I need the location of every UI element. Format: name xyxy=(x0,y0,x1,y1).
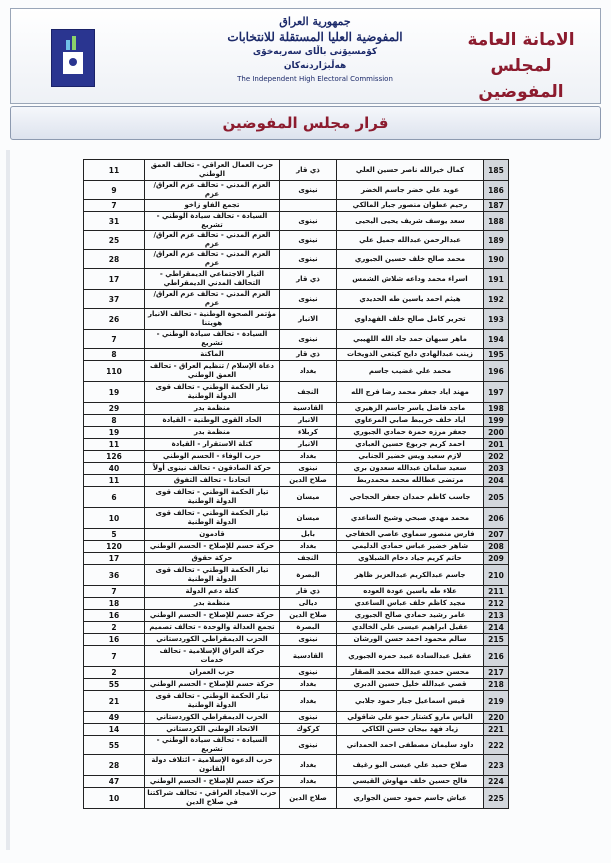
party-name: تيار الحكمة الوطني - تحالف قوى الدولة الوطنية xyxy=(145,508,280,529)
table-row xyxy=(84,200,509,212)
province: نينوى xyxy=(280,212,337,231)
party-name: حركة حسم للإصلاح - الحسم الوطني xyxy=(145,776,280,788)
row-number: 198 xyxy=(484,403,509,415)
row-number: 201 xyxy=(484,439,509,451)
candidate-name: داود سليمان مصطفى احمد الحمداني xyxy=(337,736,484,755)
table-row xyxy=(84,160,509,181)
table-row xyxy=(84,309,509,330)
row-number: 221 xyxy=(484,724,509,736)
party-name: تجمع العدالة والوحدة - تحالف تصميم xyxy=(145,622,280,634)
vote-count: 18 xyxy=(84,598,145,610)
table-row xyxy=(84,541,509,553)
table-row xyxy=(84,269,509,290)
candidate-name: محمد علي غضيب جاسم xyxy=(337,361,484,382)
row-number: 191 xyxy=(484,269,509,290)
table-row xyxy=(84,382,509,403)
province: نينوى xyxy=(280,634,337,646)
vote-count: 29 xyxy=(84,403,145,415)
table-row xyxy=(84,529,509,541)
province: نينوى xyxy=(280,330,337,349)
table-row xyxy=(84,475,509,487)
row-number: 187 xyxy=(484,200,509,212)
province: ميسان xyxy=(280,487,337,508)
vote-count: 49 xyxy=(84,712,145,724)
party-name: حزب الامجاد العراقي - تحالف شراكتنا في صلاح الدين xyxy=(145,788,280,809)
table-row xyxy=(84,415,509,427)
province: نينوى xyxy=(280,667,337,679)
province: نينوى xyxy=(280,231,337,250)
table-row xyxy=(84,776,509,788)
candidate-name: ماجد فاضل ياسر جاسم الزهيري xyxy=(337,403,484,415)
party-name: كتلة الاستقرار - القيادة xyxy=(145,439,280,451)
vote-count: 31 xyxy=(84,212,145,231)
table-row xyxy=(84,451,509,463)
province: نينوى xyxy=(280,250,337,269)
province: البصرة xyxy=(280,565,337,586)
vote-count: 21 xyxy=(84,691,145,712)
candidate-name: زياد فهد بيجان حسن الكاكي xyxy=(337,724,484,736)
candidates-table-wrap xyxy=(83,159,507,809)
table-row xyxy=(84,598,509,610)
party-name: السيادة - تحالف سيادة الوطني - تشريع xyxy=(145,212,280,231)
table-row xyxy=(84,463,509,475)
row-number: 222 xyxy=(484,736,509,755)
table-row xyxy=(84,679,509,691)
row-number: 224 xyxy=(484,776,509,788)
candidate-name: شاهر خضير عباس حمادي الدليمي xyxy=(337,541,484,553)
vote-count: 26 xyxy=(84,309,145,330)
province: ذي قار xyxy=(280,586,337,598)
row-number: 185 xyxy=(484,160,509,181)
party-name: منظمة بدر xyxy=(145,427,280,439)
table-row xyxy=(84,586,509,598)
province: صلاح الدين xyxy=(280,788,337,809)
province: كربلاء xyxy=(280,427,337,439)
candidate-name: حاتم كريم جياد دخام الشبلاوي xyxy=(337,553,484,565)
row-number: 219 xyxy=(484,691,509,712)
province: نينوى xyxy=(280,181,337,200)
row-number: 223 xyxy=(484,755,509,776)
vote-count: 55 xyxy=(84,679,145,691)
row-number: 190 xyxy=(484,250,509,269)
vote-count: 7 xyxy=(84,330,145,349)
candidate-name: زينب عبدالهادي دايخ كيتعي الذويخات xyxy=(337,349,484,361)
vote-count: 7 xyxy=(84,586,145,598)
vote-count: 11 xyxy=(84,439,145,451)
vote-count: 5 xyxy=(84,529,145,541)
vote-count: 17 xyxy=(84,553,145,565)
vote-count: 36 xyxy=(84,565,145,586)
province: بغداد xyxy=(280,691,337,712)
table-row xyxy=(84,250,509,269)
row-number: 206 xyxy=(484,508,509,529)
row-number: 211 xyxy=(484,586,509,598)
candidate-name: مجيد كاظم خلف عباس الساعدي xyxy=(337,598,484,610)
candidate-name: محسن حمدي عبدالله محمد الصقار xyxy=(337,667,484,679)
vote-count: 47 xyxy=(84,776,145,788)
vote-count: 16 xyxy=(84,610,145,622)
row-number: 210 xyxy=(484,565,509,586)
secretariat-line2: لمجلس المفوضين xyxy=(478,56,564,102)
vote-count: 19 xyxy=(84,427,145,439)
candidate-name: فارس منصور سماوي عاصي الخفاجي xyxy=(337,529,484,541)
party-name: السيادة - تحالف سيادة الوطني - تشريع xyxy=(145,736,280,755)
province: الانبار xyxy=(280,415,337,427)
province: صلاح الدين xyxy=(280,475,337,487)
candidate-name: عقيل عبدالسادة عبيد حمزه الجبوري xyxy=(337,646,484,667)
vote-count: 14 xyxy=(84,724,145,736)
table-row xyxy=(84,736,509,755)
party-name: منظمة بدر xyxy=(145,403,280,415)
candidate-name: الياس مارو كشتار حمو علي شاقولي xyxy=(337,712,484,724)
province: القادسية xyxy=(280,403,337,415)
party-name: دعاة الإسلام / تنظيم العراق - تحالف العمق الوطني xyxy=(145,361,280,382)
table-row xyxy=(84,439,509,451)
candidate-name: اسراء محمد وداعه شلاش الشمس xyxy=(337,269,484,290)
commission-name-arabic: المفوضية العليا المستقلة للانتخابات xyxy=(227,30,403,44)
table-row xyxy=(84,553,509,565)
row-number: 217 xyxy=(484,667,509,679)
party-name: حركة حقوق xyxy=(145,553,280,565)
candidate-name: رحيم عطوان منصور جبار المالكي xyxy=(337,200,484,212)
candidate-name: عويد علي خضر جاسم الخضر xyxy=(337,181,484,200)
province: بغداد xyxy=(280,451,337,463)
province: ذي قار xyxy=(280,160,337,181)
candidate-name: سالم محمود احمد حسن الورشان xyxy=(337,634,484,646)
row-number: 197 xyxy=(484,382,509,403)
party-name: تجمع الفاو زاخو xyxy=(145,200,280,212)
province: الانبار xyxy=(280,439,337,451)
row-number: 199 xyxy=(484,415,509,427)
candidate-name: فالح حسين خلف مهاوش القيسي xyxy=(337,776,484,788)
vote-count: 10 xyxy=(84,508,145,529)
candidate-name: احمد كريم جربوع حسين العبادي xyxy=(337,439,484,451)
vote-count: 2 xyxy=(84,667,145,679)
row-number: 207 xyxy=(484,529,509,541)
party-name: تيار الحكمة الوطني - تحالف قوى الدولة الوطنية xyxy=(145,382,280,403)
vote-count: 40 xyxy=(84,463,145,475)
party-name: كتلة دعم الدولة xyxy=(145,586,280,598)
table-row xyxy=(84,212,509,231)
row-number: 189 xyxy=(484,231,509,250)
table-row xyxy=(84,755,509,776)
party-name: حركة حسم للإصلاح - الحسم الوطني xyxy=(145,610,280,622)
row-number: 213 xyxy=(484,610,509,622)
party-name: تيار الحكمة الوطني - تحالف قوى الدولة الوطنية xyxy=(145,565,280,586)
candidate-name: قيس اسماعيل جبار حمود جلابي xyxy=(337,691,484,712)
row-number: 225 xyxy=(484,788,509,809)
party-name: الحزب الديمقراطي الكوردستاني xyxy=(145,634,280,646)
province: بغداد xyxy=(280,776,337,788)
province: النجف xyxy=(280,553,337,565)
row-number: 186 xyxy=(484,181,509,200)
party-name: الحزب الديمقراطي الكوردستاني xyxy=(145,712,280,724)
table-row xyxy=(84,290,509,309)
decision-title: قرار مجلس المفوضين xyxy=(222,114,389,132)
party-name: منظمة بدر xyxy=(145,598,280,610)
row-number: 193 xyxy=(484,309,509,330)
vote-count: 17 xyxy=(84,269,145,290)
vote-count: 28 xyxy=(84,250,145,269)
party-name: حزب العمال العراقي - تحالف العمق الوطني xyxy=(145,160,280,181)
candidate-name: علاء طه ياسين عودة العوده xyxy=(337,586,484,598)
table-row xyxy=(84,349,509,361)
province: بابل xyxy=(280,529,337,541)
province xyxy=(280,200,337,212)
party-name: حزب الدعوة الإسلامية - ائتلاف دولة القانون xyxy=(145,755,280,776)
candidate-name: هيثم احمد ياسين طه الحديدي xyxy=(337,290,484,309)
table-row xyxy=(84,508,509,529)
party-name: حركة حسم للإصلاح - الحسم الوطني xyxy=(145,541,280,553)
province: كركوك xyxy=(280,724,337,736)
vote-count: 11 xyxy=(84,475,145,487)
row-number: 196 xyxy=(484,361,509,382)
row-number: 203 xyxy=(484,463,509,475)
candidate-name: ماهر سبهان حمد جاد الله اللهيبي xyxy=(337,330,484,349)
party-name: حركة العراق الإسلامية - تحالف خدمات xyxy=(145,646,280,667)
province: نينوى xyxy=(280,463,337,475)
vote-count: 9 xyxy=(84,181,145,200)
candidate-name: جاسم عبدالكريم عبدالعزيز ظاهر xyxy=(337,565,484,586)
province: بغداد xyxy=(280,541,337,553)
row-number: 212 xyxy=(484,598,509,610)
republic-name: جمهورية العراق xyxy=(279,15,351,28)
commission-name-kurdish: كۆمسیۆنی باڵای سەربەخۆی هەڵبژاردنەکان xyxy=(252,47,378,71)
candidate-name: صلاح حميد علي عيسى البو رغيف xyxy=(337,755,484,776)
party-name: التيار الاجتماعي الديمقراطي - التحالف المدني الديمقراطي xyxy=(145,269,280,290)
table-row xyxy=(84,487,509,508)
province: صلاح الدين xyxy=(280,610,337,622)
vote-count: 7 xyxy=(84,646,145,667)
commission-logo-icon xyxy=(51,29,95,87)
party-name: حزب العمران xyxy=(145,667,280,679)
candidate-name: اياد خلف خريبط صابي المرعاوي xyxy=(337,415,484,427)
vote-count: 16 xyxy=(84,634,145,646)
candidate-name: محمد مهدي صبحي وشيخ الساعدي xyxy=(337,508,484,529)
party-name: الماكنة xyxy=(145,349,280,361)
party-name: العزم المدني - تحالف عزم العراق/عزم xyxy=(145,290,280,309)
party-name: السيادة - تحالف سيادة الوطني - تشريع xyxy=(145,330,280,349)
table-row xyxy=(84,181,509,200)
party-name: العزم المدني - تحالف عزم العراق/عزم xyxy=(145,250,280,269)
table-row xyxy=(84,361,509,382)
table-row xyxy=(84,634,509,646)
page-edge-strip xyxy=(6,150,10,850)
row-number: 200 xyxy=(484,427,509,439)
province: نينوى xyxy=(280,712,337,724)
table-row xyxy=(84,231,509,250)
vote-count: 10 xyxy=(84,788,145,809)
province: ميسان xyxy=(280,508,337,529)
candidate-name: مهند اياد جعفر محمد رضا فرج الله xyxy=(337,382,484,403)
table-row xyxy=(84,691,509,712)
province: البصرة xyxy=(280,622,337,634)
candidate-name: سعيد سلمان عبدالله سعدون بري xyxy=(337,463,484,475)
row-number: 204 xyxy=(484,475,509,487)
row-number: 205 xyxy=(484,487,509,508)
row-number: 220 xyxy=(484,712,509,724)
vote-count: 6 xyxy=(84,487,145,508)
vote-count: 120 xyxy=(84,541,145,553)
province: بغداد xyxy=(280,755,337,776)
candidates-table xyxy=(83,159,509,809)
decision-title-bar xyxy=(10,106,601,140)
party-name: قادمون xyxy=(145,529,280,541)
row-number: 194 xyxy=(484,330,509,349)
party-name: الاتحاد الوطني الكردستاني xyxy=(145,724,280,736)
row-number: 216 xyxy=(484,646,509,667)
party-name: اتحادنا - تحالف التفوق xyxy=(145,475,280,487)
party-name: مؤتمر الصحوة الوطنية - تحالف الانبار هويتنا xyxy=(145,309,280,330)
row-number: 202 xyxy=(484,451,509,463)
candidate-name: تحرير كامل صالح خلف الفهداوي xyxy=(337,309,484,330)
table-row xyxy=(84,565,509,586)
vote-count: 110 xyxy=(84,361,145,382)
vote-count: 55 xyxy=(84,736,145,755)
party-name: حزب الوفاء - الحسم الوطني xyxy=(145,451,280,463)
province: ذي قار xyxy=(280,349,337,361)
table-row xyxy=(84,724,509,736)
vote-count: 126 xyxy=(84,451,145,463)
table-row xyxy=(84,646,509,667)
party-name: الحاد القوى الوطنية - القيادة xyxy=(145,415,280,427)
row-number: 188 xyxy=(484,212,509,231)
candidate-name: سعد يوسف شريف يحيى اليحيى xyxy=(337,212,484,231)
commission-name-english: The Independent High Electoral Commission xyxy=(237,75,393,83)
vote-count: 8 xyxy=(84,349,145,361)
table-row xyxy=(84,610,509,622)
row-number: 208 xyxy=(484,541,509,553)
candidate-name: عياش جاسم حمود حسن الجواري xyxy=(337,788,484,809)
party-name: حركة حسم للإصلاح - الحسم الوطني xyxy=(145,679,280,691)
table-row xyxy=(84,712,509,724)
vote-count: 7 xyxy=(84,200,145,212)
row-number: 192 xyxy=(484,290,509,309)
candidate-name: عقيل ابراهيم عيسى علي الخالدي xyxy=(337,622,484,634)
table-row xyxy=(84,667,509,679)
commission-name-block xyxy=(225,15,405,85)
table-row xyxy=(84,788,509,809)
party-name: حركة الصادقون - تحالف نينوى أولاً xyxy=(145,463,280,475)
table-row xyxy=(84,330,509,349)
vote-count: 37 xyxy=(84,290,145,309)
province: ديالى xyxy=(280,598,337,610)
province: الانبار xyxy=(280,309,337,330)
candidate-name: قصي عبدالله خليل حسين الدبري xyxy=(337,679,484,691)
candidate-name: كمال خيرالله ناصر حسين العلي xyxy=(337,160,484,181)
party-name: العزم المدني - تحالف عزم العراق/عزم xyxy=(145,231,280,250)
province: نينوى xyxy=(280,290,337,309)
province: القادسية xyxy=(280,646,337,667)
vote-count: 19 xyxy=(84,382,145,403)
row-number: 195 xyxy=(484,349,509,361)
candidate-name: جعفر مرزه حمزة حمادي الجبوري xyxy=(337,427,484,439)
row-number: 214 xyxy=(484,622,509,634)
candidate-name: لازم سعيد ويس خضير الجنابي xyxy=(337,451,484,463)
candidate-name: محمد صالح خلف حسين الجبوري xyxy=(337,250,484,269)
vote-count: 8 xyxy=(84,415,145,427)
candidate-name: عبدالرحمن عبدالله جميل علي xyxy=(337,231,484,250)
table-row xyxy=(84,427,509,439)
party-name: تيار الحكمة الوطني - تحالف قوى الدولة الوطنية xyxy=(145,691,280,712)
row-number: 215 xyxy=(484,634,509,646)
vote-count: 25 xyxy=(84,231,145,250)
table-row xyxy=(84,403,509,415)
vote-count: 28 xyxy=(84,755,145,776)
secretariat-block xyxy=(456,27,586,105)
party-name: العزم المدني - تحالف عزم العراق/عزم xyxy=(145,181,280,200)
candidate-name: عامر رشيد حمادي صالح الجبوري xyxy=(337,610,484,622)
province: ذي قار xyxy=(280,269,337,290)
candidate-name: جاسب كاظم حمدان جعفر الحجاجي xyxy=(337,487,484,508)
vote-count: 11 xyxy=(84,160,145,181)
letterhead xyxy=(10,8,601,104)
province: بغداد xyxy=(280,361,337,382)
province: النجف xyxy=(280,382,337,403)
table-row xyxy=(84,622,509,634)
vote-count: 2 xyxy=(84,622,145,634)
candidate-name: مرتضى عطالله محمد محمدربط xyxy=(337,475,484,487)
party-name: تيار الحكمة الوطني - تحالف قوى الدولة الوطنية xyxy=(145,487,280,508)
row-number: 218 xyxy=(484,679,509,691)
province: بغداد xyxy=(280,679,337,691)
province: نينوى xyxy=(280,736,337,755)
row-number: 209 xyxy=(484,553,509,565)
secretariat-line1: الامانة العامة xyxy=(467,30,575,50)
